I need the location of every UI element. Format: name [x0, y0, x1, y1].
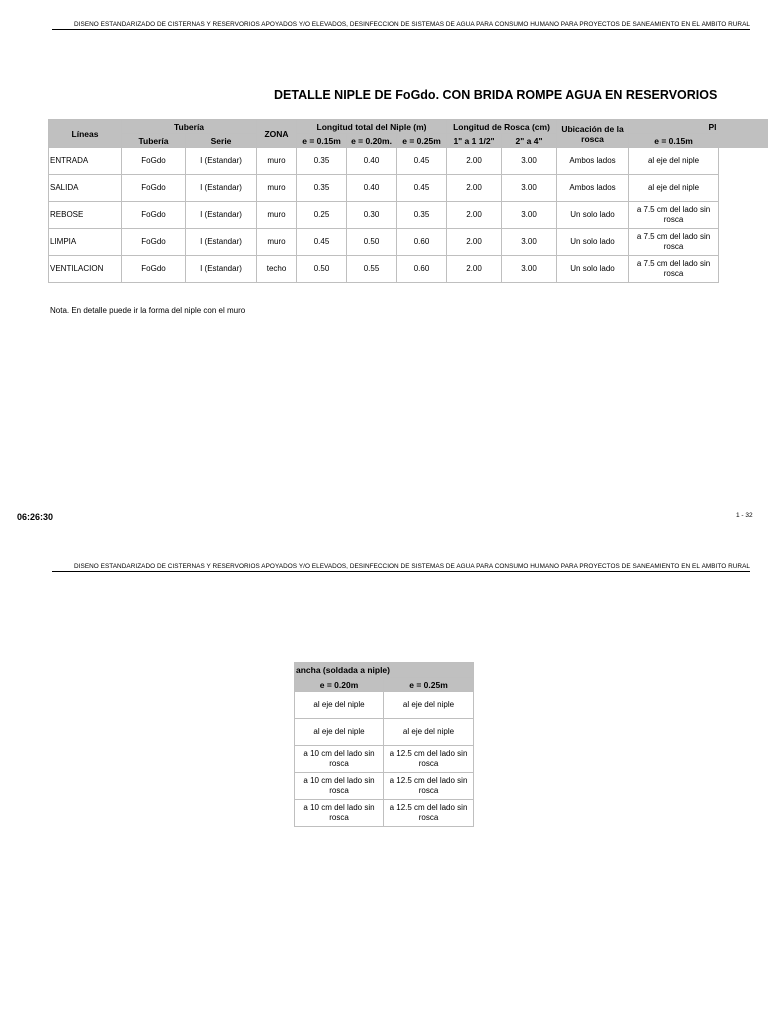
cell-e020: 0.30 — [347, 202, 397, 229]
cell-ubicacion: Ambos lados — [557, 148, 629, 175]
header-e020: e = 0.20m. — [347, 134, 397, 148]
cell-e020: 0.40 — [347, 175, 397, 202]
cell-e025: a 12.5 cm del lado sin rosca — [384, 800, 474, 827]
cell-e025: a 12.5 cm del lado sin rosca — [384, 746, 474, 773]
cell-e025: 0.45 — [397, 148, 447, 175]
page-number: 1 - 32 — [736, 512, 753, 519]
cell-serie: I (Estandar) — [186, 202, 257, 229]
cell-e025: 0.35 — [397, 202, 447, 229]
cell-e020: a 10 cm del lado sin rosca — [295, 746, 384, 773]
cell-e025: 0.45 — [397, 175, 447, 202]
table-row — [49, 148, 719, 175]
print-time: 06:26:30 — [17, 512, 54, 522]
page-title: DETALLE NIPLE DE FoGdo. CON BRIDA ROMPE AGUA EN RESERVORIOS — [274, 88, 718, 102]
page-header: DISEÑO ESTANDARIZADO DE CISTERNAS Y RESERVORIOS APOYADOS Y/O ELEVADOS, DESINFECCIÓN DE SISTEMAS DE AGUA PARA CONSUMO HUMANO PARA PROYECTOS DE SANEAMIENTO EN EL ÁMBITO RURAL — [52, 21, 750, 30]
header-pl-e015: e = 0.15m — [629, 134, 719, 148]
cell-e015: 0.50 — [297, 256, 347, 283]
table-note: Nota. En detalle puede ir la forma del niple con el muro — [50, 306, 246, 315]
cell-zona: muro — [257, 202, 297, 229]
header-serie: Serie — [186, 134, 257, 148]
cell-rosca-2: 3.00 — [502, 202, 557, 229]
table-row — [295, 692, 474, 719]
table-row — [295, 746, 474, 773]
cell-pl: a 7.5 cm del lado sin rosca — [629, 256, 719, 283]
header-e025: e = 0.25m — [397, 134, 447, 148]
cell-tuberia: FoGdo — [122, 175, 186, 202]
cell-linea: LIMPIA — [49, 229, 122, 256]
cell-pl: a 7.5 cm del lado sin rosca — [629, 202, 719, 229]
cell-zona: muro — [257, 175, 297, 202]
header-tuberia: Tubería — [122, 134, 186, 148]
header-longitud-total: Longitud total del Niple (m) — [297, 120, 447, 134]
header-pl-group: ancha (soldada a niple) — [295, 663, 474, 678]
cell-e020: 0.55 — [347, 256, 397, 283]
cell-e025: al eje del niple — [384, 719, 474, 746]
cell-e025: 0.60 — [397, 256, 447, 283]
cell-e020: al eje del niple — [295, 719, 384, 746]
cell-rosca-1: 2.00 — [447, 256, 502, 283]
table-row — [295, 800, 474, 827]
header-longitud-rosca: Longitud de Rosca (cm) — [447, 120, 557, 134]
cell-e015: 0.25 — [297, 202, 347, 229]
cell-rosca-2: 3.00 — [502, 256, 557, 283]
cell-rosca-1: 2.00 — [447, 229, 502, 256]
cell-linea: VENTILACION — [49, 256, 122, 283]
header-rosca-2: 2" a 4" — [502, 134, 557, 148]
cell-e020: al eje del niple — [295, 692, 384, 719]
cell-zona: muro — [257, 229, 297, 256]
cell-pl: al eje del niple — [629, 175, 719, 202]
header-zona: ZONA — [257, 120, 297, 148]
table-row — [295, 719, 474, 746]
cell-rosca-1: 2.00 — [447, 148, 502, 175]
cell-serie: I (Estandar) — [186, 229, 257, 256]
header-pl: Pl — [629, 120, 719, 134]
cell-e015: 0.35 — [297, 175, 347, 202]
header-e015: e = 0.15m — [297, 134, 347, 148]
cell-rosca-2: 3.00 — [502, 148, 557, 175]
header-e020: e = 0.20m — [295, 678, 384, 692]
cell-rosca-2: 3.00 — [502, 229, 557, 256]
cell-rosca-2: 3.00 — [502, 175, 557, 202]
cell-linea: SALIDA — [49, 175, 122, 202]
cell-e020: 0.40 — [347, 148, 397, 175]
header-band-overflow — [718, 119, 768, 148]
cell-zona: muro — [257, 148, 297, 175]
header-rosca-1: 1" a 1 1/2" — [447, 134, 502, 148]
cell-tuberia: FoGdo — [122, 256, 186, 283]
cell-linea: ENTRADA — [49, 148, 122, 175]
niple-table — [48, 119, 719, 283]
cell-e015: 0.35 — [297, 148, 347, 175]
cell-e020: 0.50 — [347, 229, 397, 256]
cell-serie: I (Estandar) — [186, 148, 257, 175]
cell-rosca-1: 2.00 — [447, 175, 502, 202]
cell-e020: a 10 cm del lado sin rosca — [295, 773, 384, 800]
table-row — [49, 202, 719, 229]
cell-serie: I (Estandar) — [186, 256, 257, 283]
cell-linea: REBOSE — [49, 202, 122, 229]
cell-e025: a 12.5 cm del lado sin rosca — [384, 773, 474, 800]
cell-e025: al eje del niple — [384, 692, 474, 719]
cell-e025: 0.60 — [397, 229, 447, 256]
cell-ubicacion: Ambos lados — [557, 175, 629, 202]
cell-zona: techo — [257, 256, 297, 283]
table-row — [49, 175, 719, 202]
header-ubicacion: Ubicación de la rosca — [557, 120, 629, 148]
cell-ubicacion: Un solo lado — [557, 256, 629, 283]
niple-table-continued — [294, 662, 474, 827]
table-row — [295, 773, 474, 800]
header-tuberia-group: Tubería — [122, 120, 257, 134]
cell-pl: al eje del niple — [629, 148, 719, 175]
page-header: DISEÑO ESTANDARIZADO DE CISTERNAS Y RESERVORIOS APOYADOS Y/O ELEVADOS, DESINFECCIÓN DE SISTEMAS DE AGUA PARA CONSUMO HUMANO PARA PROYECTOS DE SANEAMIENTO EN EL ÁMBITO RURAL — [52, 563, 750, 572]
cell-tuberia: FoGdo — [122, 202, 186, 229]
cell-pl: a 7.5 cm del lado sin rosca — [629, 229, 719, 256]
cell-rosca-1: 2.00 — [447, 202, 502, 229]
header-e025: e = 0.25m — [384, 678, 474, 692]
table-row — [49, 256, 719, 283]
cell-tuberia: FoGdo — [122, 229, 186, 256]
cell-e020: a 10 cm del lado sin rosca — [295, 800, 384, 827]
header-lineas: Líneas — [49, 120, 122, 148]
cell-ubicacion: Un solo lado — [557, 229, 629, 256]
table-row — [49, 229, 719, 256]
cell-ubicacion: Un solo lado — [557, 202, 629, 229]
cell-tuberia: FoGdo — [122, 148, 186, 175]
cell-e015: 0.45 — [297, 229, 347, 256]
cell-serie: I (Estandar) — [186, 175, 257, 202]
